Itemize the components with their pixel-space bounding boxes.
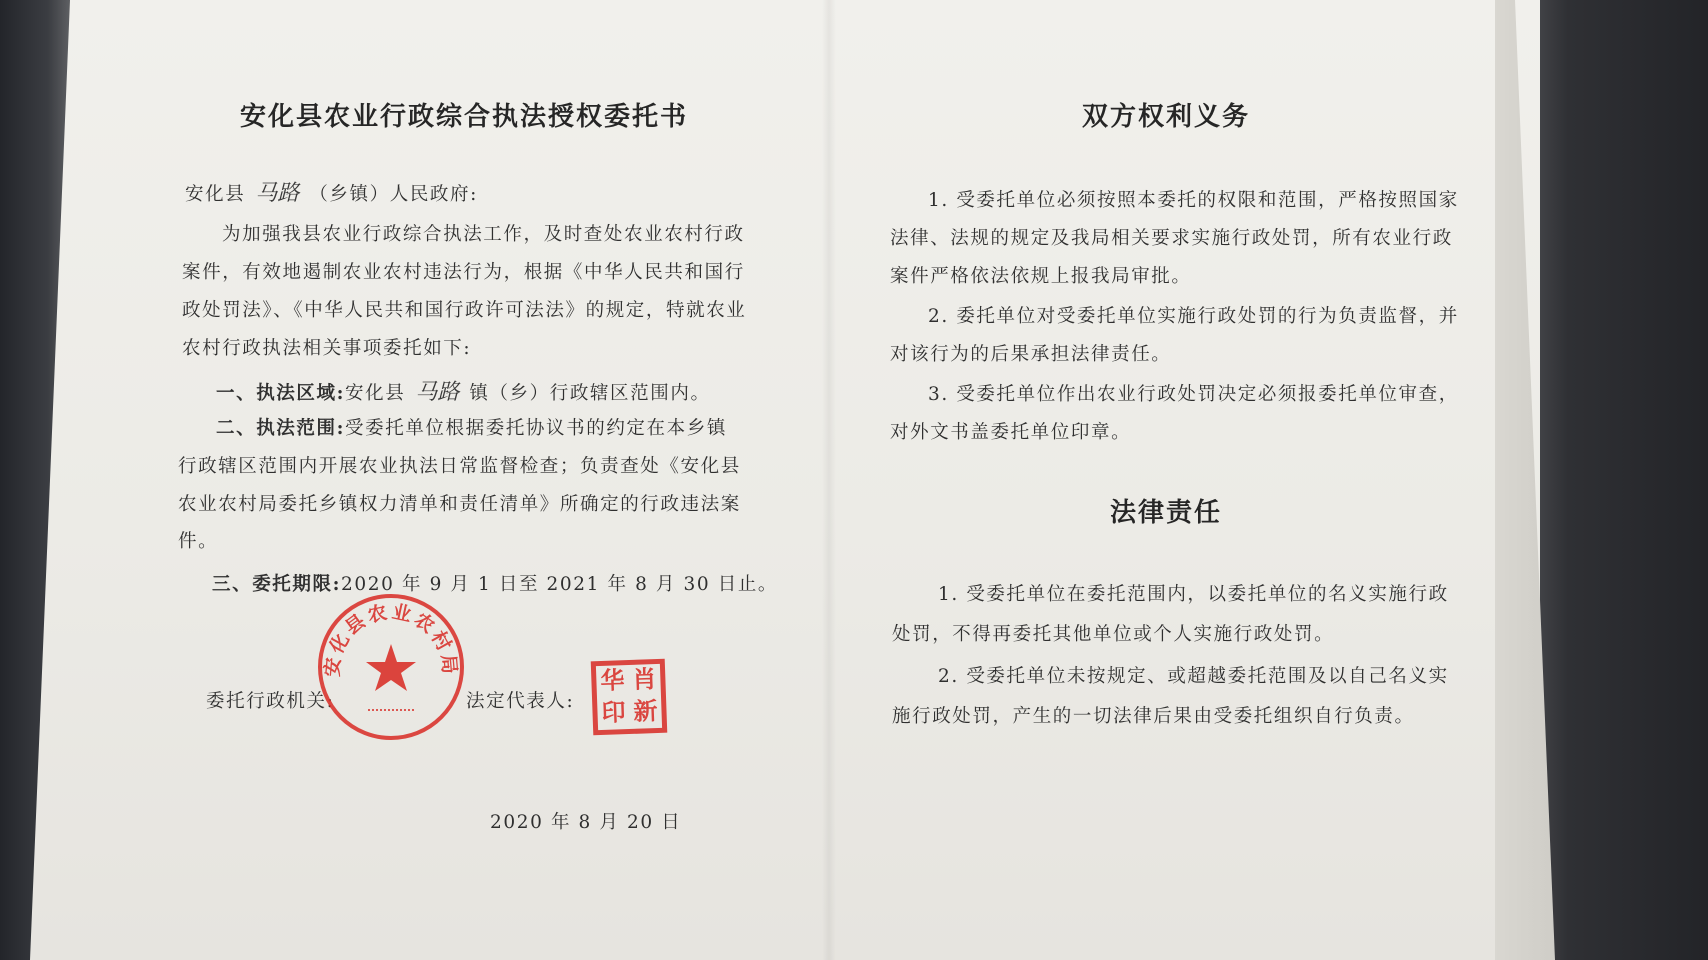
item-label: 一、执法区域: bbox=[216, 383, 346, 404]
item-enforcement-scope bbox=[216, 414, 727, 440]
rights-line: 案件严格依法依规上报我局审批。 bbox=[890, 266, 1192, 287]
liability-line: 施行政处罚，产生的一切法律后果由受委托组织自行负责。 bbox=[892, 706, 1415, 727]
rights-line: 对该行为的后果承担法律责任。 bbox=[890, 344, 1172, 365]
rights-line: 3. 受委托单位作出农业行政处罚决定必须报委托单位审查， bbox=[928, 384, 1459, 405]
signer-label: 委托行政机关: bbox=[206, 691, 335, 712]
item-enforcement-area bbox=[216, 375, 711, 406]
document-title: 安化县农业行政综合执法授权委托书 bbox=[240, 102, 689, 132]
rights-line: 2. 委托单位对受委托单位实施行政处罚的行为负责监督，并 bbox=[928, 306, 1459, 327]
rights-obligations-heading: 双方权利义务 bbox=[1082, 102, 1251, 132]
paper-fold bbox=[822, 0, 836, 960]
preamble-line: 为加强我县农业行政综合执法工作，及时查处农业农村行政 bbox=[222, 224, 745, 245]
scope-line: 行政辖区范围内开展农业执法日常监督检查；负责查处《安化县 bbox=[178, 456, 741, 477]
scope-line: 件。 bbox=[178, 531, 219, 552]
item-term bbox=[212, 570, 778, 596]
preamble-line: 农村行政执法相关事项委托如下: bbox=[182, 338, 472, 359]
preamble-line: 政处罚法》、《中华人民共和国行政许可法法》的规定，特就农业 bbox=[182, 300, 747, 321]
stamp-char: 华 bbox=[599, 666, 625, 695]
preamble-line: 案件，有效地遏制农业农村违法行为，根据《中华人民共和国行 bbox=[182, 262, 745, 283]
seal-text: 安化县农业农村局 bbox=[321, 600, 461, 678]
scope-line: 农业农村局委托乡镇权力清单和责任清单》所确定的行政违法案 bbox=[178, 494, 741, 515]
item-text: 安化县 bbox=[345, 383, 406, 404]
stamp-char: 新 bbox=[633, 697, 658, 726]
seal-star-icon bbox=[366, 644, 416, 691]
stamp-char: 肖 bbox=[631, 665, 657, 694]
liability-line: 2. 受委托单位未按规定、或超越委托范围及以自己名义实 bbox=[938, 666, 1449, 687]
addressee-suffix: （乡镇）人民政府: bbox=[309, 184, 478, 205]
legal-rep-label: 法定代表人: bbox=[466, 691, 575, 712]
handwritten-town-name: 马路 bbox=[415, 380, 460, 405]
document-date: 2020 年 8 月 20 日 bbox=[490, 812, 682, 833]
item-text: 2020 年 9 月 1 日至 2021 年 8 月 30 日止。 bbox=[341, 574, 779, 595]
item-text: 受委托单位根据委托协议书的约定在本乡镇 bbox=[345, 418, 727, 439]
stamp-char: 印 bbox=[601, 698, 627, 727]
document-paper bbox=[30, 0, 1540, 960]
rights-line: 对外文书盖委托单位印章。 bbox=[890, 422, 1132, 443]
official-seal-stamp bbox=[316, 592, 466, 742]
liability-line: 1. 受委托单位在委托范围内，以委托单位的名义实施行政 bbox=[938, 584, 1449, 605]
rights-line: 1. 受委托单位必须按照本委托的权限和范围，严格按照国家 bbox=[928, 190, 1459, 211]
handwritten-town-name: 马路 bbox=[255, 181, 300, 206]
liability-line: 处罚，不得再委托其他单位或个人实施行政处罚。 bbox=[892, 624, 1335, 645]
item-text: 镇（乡）行政辖区范围内。 bbox=[469, 383, 711, 404]
item-label: 三、委托期限: bbox=[212, 574, 342, 595]
legal-liability-heading: 法律责任 bbox=[1110, 498, 1223, 528]
item-label: 二、执法范围: bbox=[216, 418, 346, 439]
personal-name-stamp bbox=[591, 659, 668, 736]
addressee-prefix: 安化县 bbox=[185, 184, 246, 205]
addressee-line bbox=[185, 176, 478, 207]
rights-line: 法律、法规的规定及我局相关要求实施行政处罚，所有农业行政 bbox=[890, 228, 1453, 249]
